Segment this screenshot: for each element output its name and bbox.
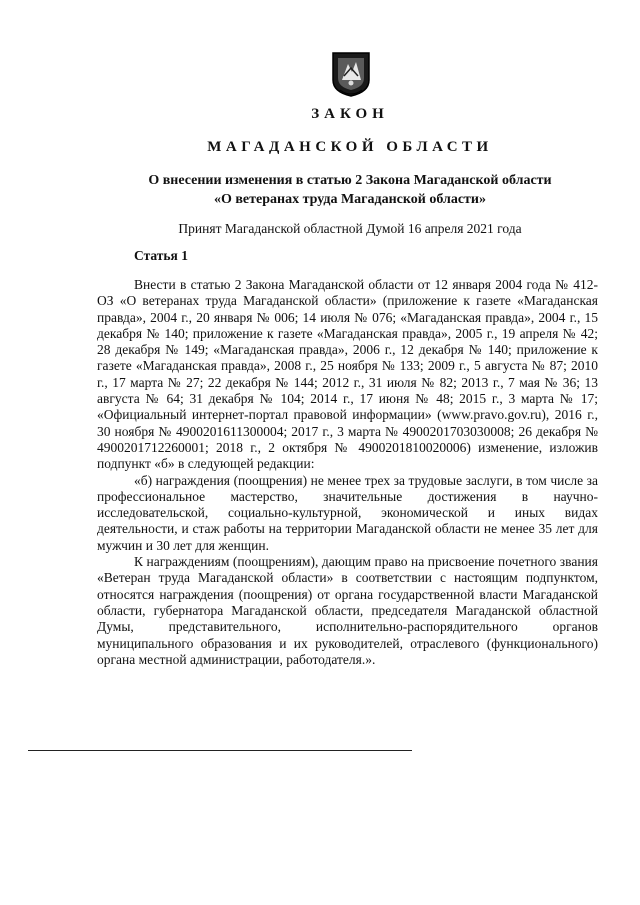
article-body bbox=[97, 277, 598, 668]
subtitle-line-1: О внесении изменения в статью 2 Закона Магаданской области bbox=[148, 173, 552, 188]
document-title: ЗАКОН bbox=[311, 106, 389, 122]
article-paragraph-3: К награждениям (поощрениям), дающим право на присвоение почетного звания «Ветеран труда Магаданской области» в соответствии с настоящим подпунктом, относятся награждения (поощрения) от органа государственной власти Магаданской области, губернатора Магаданской области, председателя Магаданской областной Думы, представительного, исполнительно-распорядительного органов муниципального образования и их руководителей, отраслевого (функционального) органа местной администрации, работодателя.». bbox=[97, 554, 598, 667]
article-paragraph-2: «б) награждения (поощрения) не менее трех за трудовые заслуги, в том числе за профессиональное мастерство, значительные достижения в научно-исследовательской, социально-культурной, экономической и иных видах деятельности, и стаж работы на территории Магаданской области не менее 35 лет для мужчин и 30 лет для женщин. bbox=[97, 472, 598, 553]
adoption-note: Принят Магаданской областной Думой 16 апреля 2021 года bbox=[178, 221, 522, 236]
footer-divider bbox=[28, 750, 412, 751]
region-title: МАГАДАНСКОЙ ОБЛАСТИ bbox=[207, 139, 493, 155]
subtitle-line-2: «О ветеранах труда Магаданской области» bbox=[213, 192, 486, 207]
article-heading: Статья 1 bbox=[134, 248, 188, 263]
coat-of-arms-icon bbox=[330, 50, 372, 98]
law-subtitle bbox=[100, 171, 600, 209]
article-paragraph-1: Внести в статью 2 Закона Магаданской области от 12 января 2004 года № 412-ОЗ «О ветеранах труда Магаданской области» (приложение к газете «Магаданская правда», 2004 г., 20 января № 006; 14 июля № 076; «Магаданская правда», 2004 г., 15 декабря № 140; приложение к газете «Магаданская правда», 2005 г., 19 апреля № 42; 28 декабря № 149; «Магаданская правда», 2006 г., 12 декабря № 140; приложение к газете «Магаданская правда», 2008 г., 25 ноября № 133; 2009 г., 5 августа № 87; 2010 г., 17 марта № 27; 22 декабря № 144; 2012 г., 31 июля № 82; 2013 г., 7 мая № 36; 13 августа № 64; 31 декабря № 104; 2014 г., 17 июня № 48; 2015 г., 3 марта № 17; «Официальный интернет-портал правовой информации» (www.pravo.gov.ru), 2016 г., 30 ноября № 4900201611300004; 2017 г., 3 марта № 4900201703030008; 26 декабря № 4900201712260001; 2018 г., 2 октября № 4900201810020006) изменение, изложив подпункт «б» в следующей редакции: bbox=[97, 277, 598, 472]
